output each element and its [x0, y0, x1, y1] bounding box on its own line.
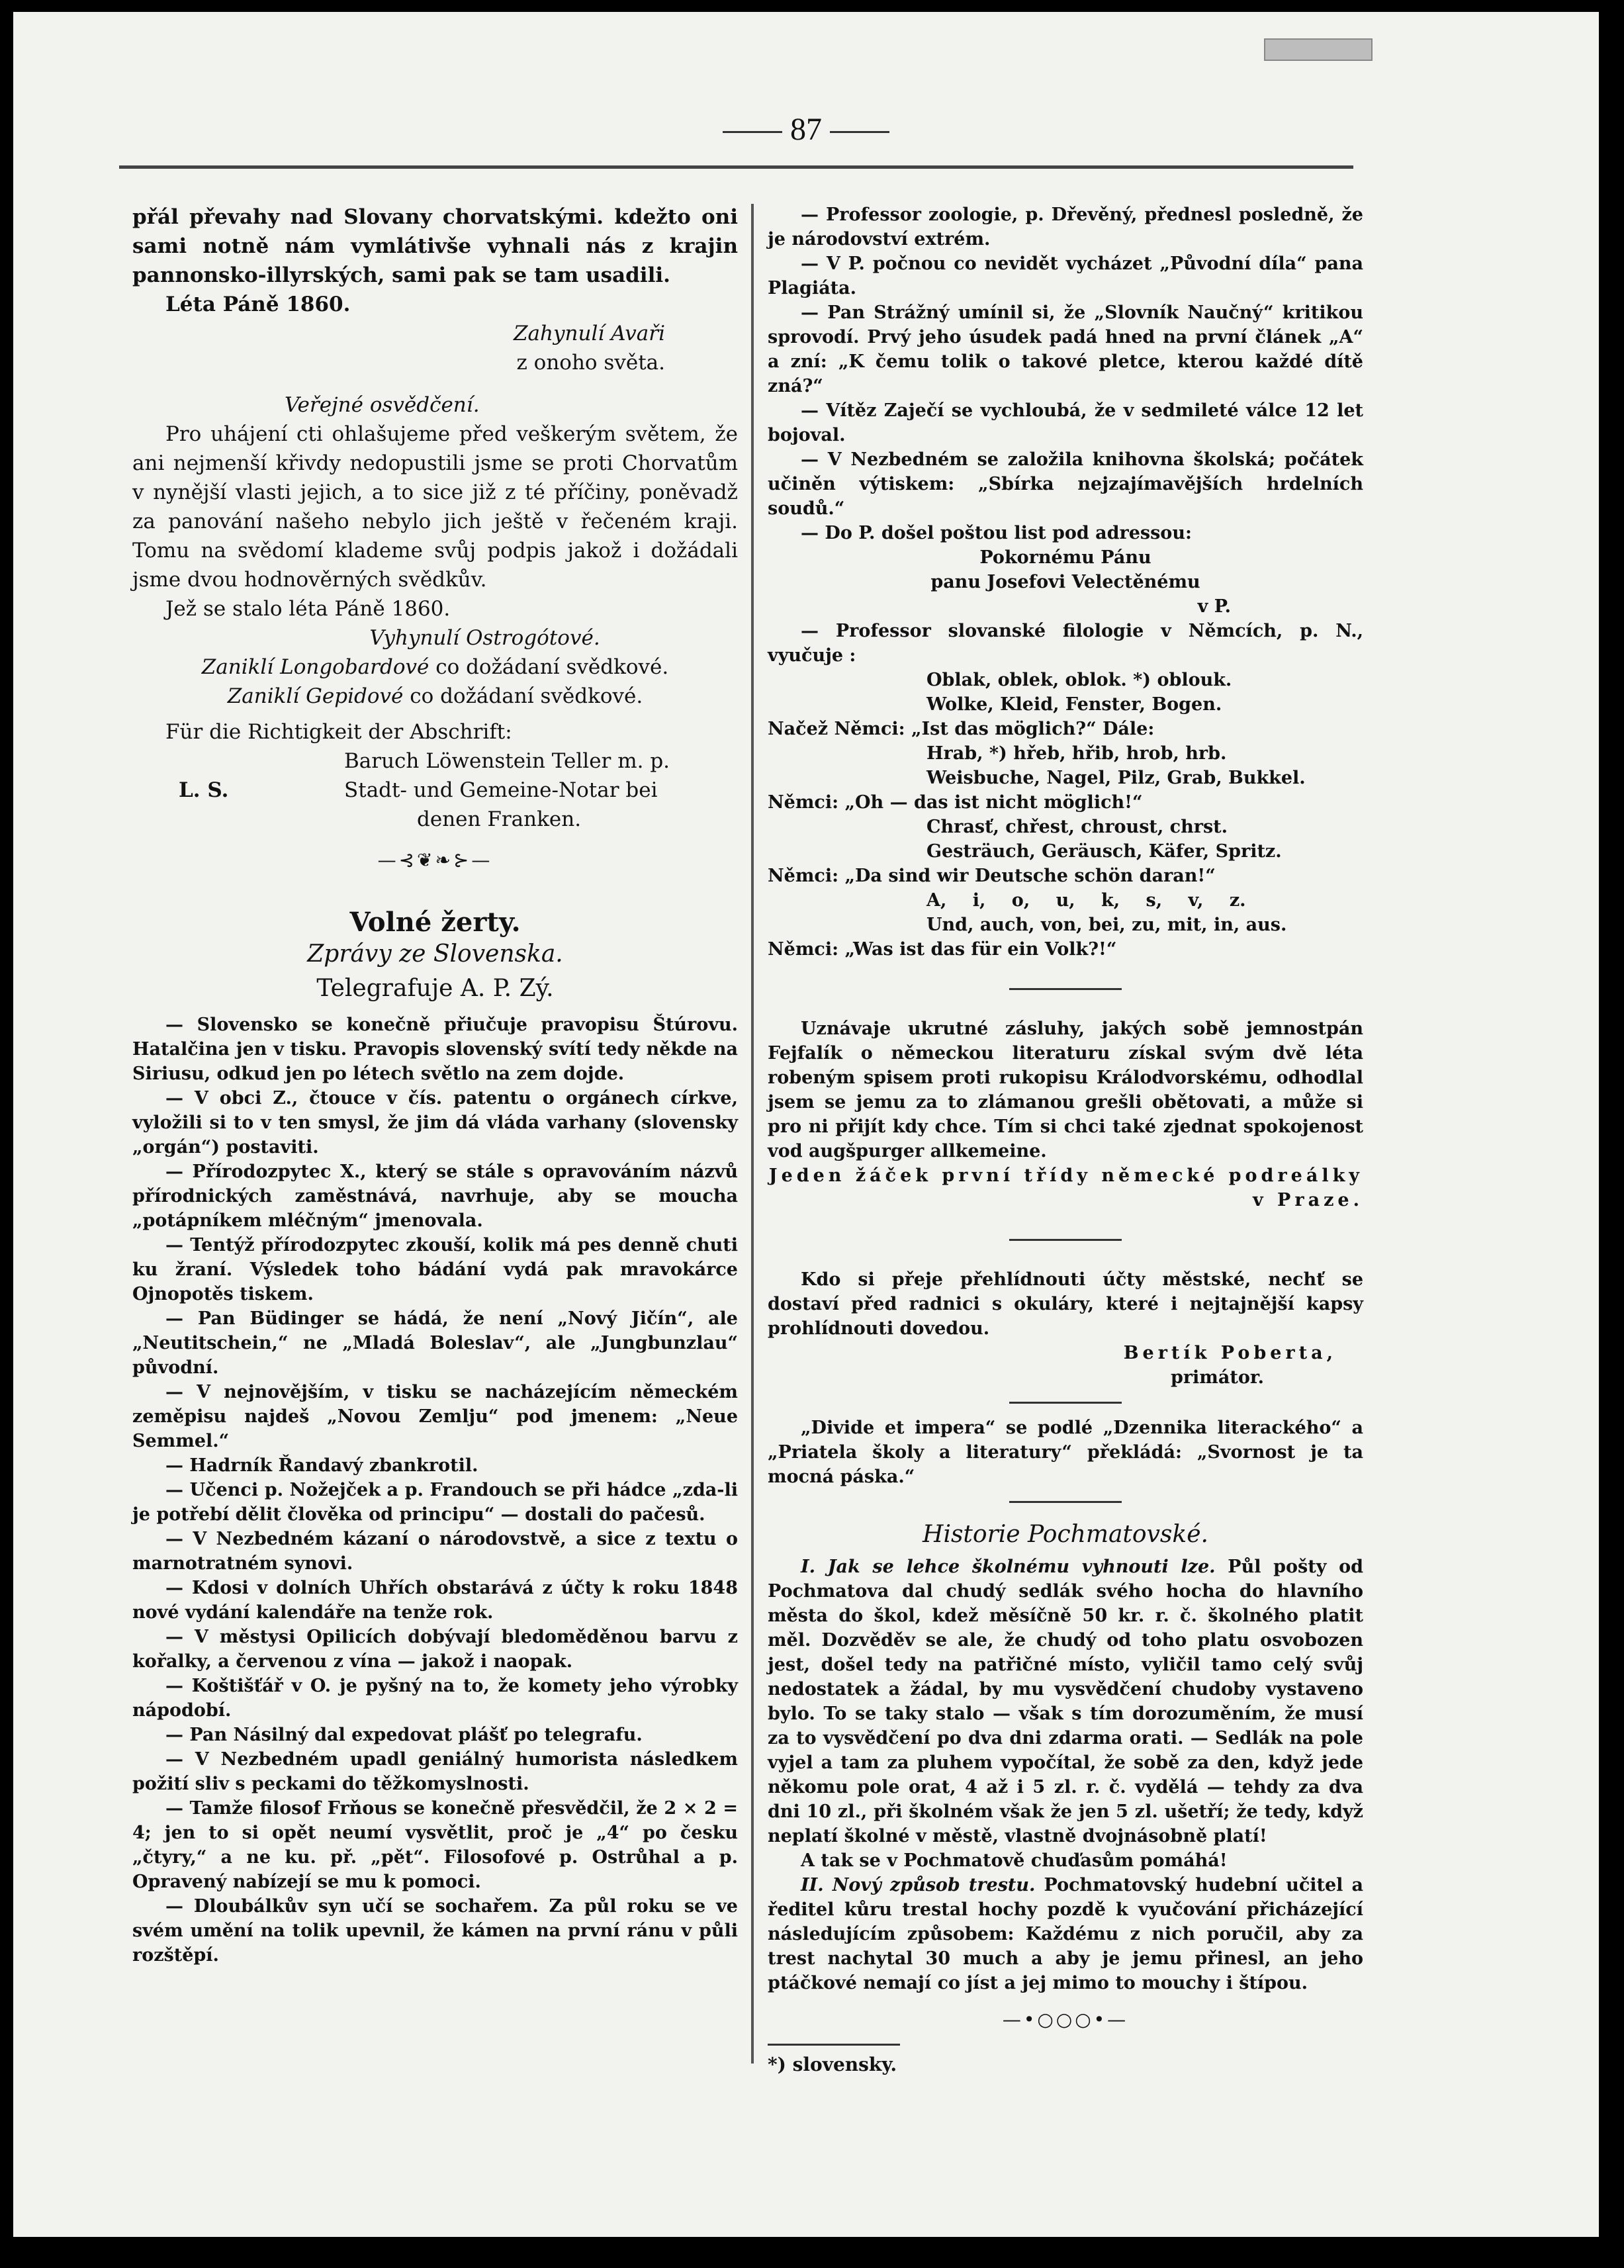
- dialogue-line: Němci: „Was ist das für ein Volk?!“: [768, 939, 1117, 960]
- dialogue-line: Načež Němci: „Ist das möglich?“ Dále:: [768, 719, 1155, 739]
- date-line: Léta Páně 1860.: [165, 293, 351, 316]
- word-list: Gesträuch, Geräusch, Käfer, Spritz.: [926, 841, 1282, 862]
- word-list: Chrasť, chřest, chroust, chrst.: [926, 817, 1228, 837]
- signature-line: z onoho světa.: [516, 351, 665, 375]
- list-item: — V Nezbedném se založila knihovna školská; počátek učiněn výtiskem: „Sbírka nejzajímavějších hrdelních soudů.“: [768, 449, 1363, 519]
- signature-line: primátor.: [1170, 1367, 1264, 1388]
- list-item: — Hadrník Řandavý zbankrotil.: [165, 1455, 478, 1476]
- list-item: — V P. počnou co nevidět vycházet „Původní díla“ pana Plagiáta.: [768, 253, 1363, 298]
- list-item: — Koštišťář v O. je pyšný na to, že komety jeho výrobky nápodobí.: [132, 1676, 738, 1721]
- notary-name: Baruch Löwenstein Teller m. p.: [344, 749, 670, 773]
- ornament: —⊰❦❧⊱—: [377, 849, 493, 871]
- list-item: — V Nezbedném upadl geniálný humorista následkem požití sliv s peckami do těžkomyslnosti.: [132, 1749, 738, 1794]
- dialogue-line: Němci: „Da sind wir Deutsche schön daran!“: [768, 866, 1216, 886]
- page-number: 87: [13, 111, 1599, 148]
- story-title: II. Nový způsob trestu.: [801, 1875, 1036, 1895]
- signature-name: Zaniklí Longobardové: [201, 655, 429, 679]
- list-item: — Pan Büdinger se hádá, že není „Nový Jičín“, ale „Neutitschein,“ ne „Mladá Boleslav“, ale „Jungbunzlau“ původní.: [132, 1308, 738, 1378]
- paragraph: A tak se v Pochmatově chuďasům pomáhá!: [801, 1850, 1228, 1871]
- list-item: — Professor zoologie, p. Dřevěný, přednesl posledně, že je národovství extrém.: [768, 204, 1363, 249]
- word-list: Hrab, *) hřeb, hřib, hrob, hrb.: [926, 743, 1227, 764]
- signature-line: Jeden žáček první třídy německé podreálky v Praze.: [768, 1165, 1363, 1210]
- word-list: Und, auch, von, bei, zu, mit, in, aus.: [926, 915, 1287, 935]
- section-subtitle: Zprávy ze Slovenska.: [307, 940, 563, 968]
- seal-mark: L. S.: [179, 778, 229, 802]
- list-item: — Tentýž přírodozpytec zkouší, kolik má pes denně chuti ku žraní. Výsledek toho bádání vydá pak mravokárce Ojnopotěs tiskem.: [132, 1235, 738, 1304]
- list-item: — V nejnovějším, v tisku se nacházejícím německém zeměpisu najdeš „Novou Zemlju“ pod jmenem: „Neue Semmel.“: [132, 1382, 738, 1451]
- list-item: — V městysi Opilicích dobývají bledoměděnou barvu z kořalky, a červenou z vína — jakož i naopak.: [132, 1627, 738, 1672]
- list-item: — Přírodozpytec X., který se stále s opravováním názvů přírodnických zaměstnává, navrhuje, aby se moucha „potápníkem mléčným“ jmenovala.: [132, 1161, 738, 1231]
- paragraph: Kdo si přeje přehlídnouti účty městské, nechť se dostaví před radnici s okuláry, které i nejtajnější kapsy prohlídnouti dovedou.: [768, 1269, 1363, 1339]
- list-item: — Kdosi v dolních Uhřích obstarává z účty k roku 1848 nové vydání kalendáře na tenže rok.: [132, 1578, 738, 1623]
- word-list: Weisbuche, Nagel, Pilz, Grab, Bukkel.: [926, 768, 1306, 788]
- list-item: — Tamže filosof Frňous se konečně přesvědčil, že 2 × 2 = 4; jen to si opět neumí vysvětlit, proč je „4“ po česku „čtyry,“ a ne ku. př. „pět“. Filosofové p. Ostrůhal a p. Opravený nabízejí se mu k pomoci.: [132, 1798, 738, 1892]
- separator: [1009, 1402, 1122, 1404]
- footnote-rule: [768, 2044, 900, 2046]
- paragraph: Pro uhájení cti ohlašujeme před veškerým světem, že ani nejmenší křivdy nedopustili jsme se proti Chorvatům v nynější vlasti jejich, a to sice již z té příčiny, poněvadž za panování našeho nebylo jich ještě v řečeném kraji. Tomu na svědomí klademe svůj podpis jakož i dožádali jsme dvou hodnověrných svědkův.: [132, 422, 738, 592]
- notary-title: Stadt- und Gemeine-Notar bei: [344, 778, 658, 802]
- section-heading: Veřejné osvědčení.: [285, 393, 480, 417]
- signature-name: Zaniklí Gepidové: [227, 684, 404, 708]
- separator: [1009, 1501, 1122, 1503]
- address-line: panu Josefovi Velectěnému: [930, 572, 1200, 592]
- list-item: — V Nezbedném kázaní o národovstvě, a sice z textu o marnotratném synovi.: [132, 1529, 738, 1574]
- left-column: [132, 203, 738, 1968]
- signature-line: Zahynulí Avaři: [514, 322, 665, 345]
- story-text: Pochmatovský hudební učitel a ředitel kůru trestal hochy pozdě k vyučování přicházející následujícím způsobem: Každému z nich poručil, aby za trest nachytal 30 much a aby je jemu přinesl, an jeho ptáčkové nemají co jíst a jej mimo to mouchy i štípou.: [768, 1875, 1363, 1993]
- certification-line: Für die Richtigkeit der Abschrift:: [165, 720, 512, 744]
- separator: [1009, 1239, 1122, 1241]
- word-list: A, i, o, u, k, s, v, z.: [926, 890, 1246, 911]
- signature-line: Bertík Poberta,: [1123, 1343, 1337, 1363]
- news-list: [132, 1013, 738, 1968]
- story-title: I. Jak se lehce školnému vyhnouti lze.: [801, 1557, 1216, 1577]
- paragraph: Uznávaje ukrutné zásluhy, jakých sobě jemnostpán Fejfalík o německou literaturu získal svým dvě léta robeným spisem proti rukopisu Králodvorskému, odhodlal jsem se jemu za to zlámanou grešli obětovati, a může si pro ni přijít kdy chce. Tím si chci také zjednat spokojenost vod augšpurger allkemeine.: [768, 1019, 1363, 1161]
- footnote: *) slovensky.: [768, 2054, 897, 2075]
- list-item: — Slovensko se konečně přiučuje pravopisu Štúrovu. Hatalčina jen v tisku. Pravopis slovenský svítí tedy někde na Siriusu, odkud jen po létech světlo na zem dojde.: [132, 1015, 738, 1084]
- ornament: —•○○○•—: [1002, 2009, 1129, 2030]
- section-title: Volné žerty.: [349, 907, 521, 938]
- address-line: Pokornému Pánu: [979, 547, 1151, 568]
- word-list: Wolke, Kleid, Fenster, Bogen.: [926, 694, 1222, 715]
- archive-stamp: [1264, 38, 1373, 61]
- story-text: Půl pošty od Pochmatova dal chudý sedlák svého hocha do hlavního města do škol, kdež měsíčně 50 kr. r. č. školného platit měl. Dozvěděv se ale, že chudý od toho platu osvobozen jest, došel tedy na patřičné místo, vyličil tamo celý svůj nedostatek a žádal, by mu vysvědčení chudoby vystaveno bylo. To se taky stalo — však s tím dorozuměním, že musí za to vysvědčení po dva dni zdarma orati. — Sedlák na pole vyjel a tam za pluhem vypočítal, že sobě za den, když jede někomu pole orat, 4 až i 5 zl. r. č. vydělá — tehdy za dva dni 10 zl., při školném však že jen 5 zl. ušetří; že tedy, když neplatí školné v městě, vlastně dvojnásobně platí!: [768, 1557, 1363, 1846]
- column-divider: [751, 204, 754, 2064]
- newspaper-page: [13, 12, 1599, 2237]
- list-item: — Vítěz Zaječí se vychloubá, že v sedmileté válce 12 let bojoval.: [768, 400, 1363, 445]
- section-subtitle: Telegrafuje A. P. Zý.: [316, 975, 554, 1002]
- signature-role: co dožádaní svědkové.: [429, 655, 669, 679]
- dialogue-line: Němci: „Oh — das ist nicht möglich!“: [768, 792, 1143, 813]
- right-column: [768, 203, 1363, 2077]
- paragraph: přál převahy nad Slovany chorvatskými. kdežto oni sami notně nám vymlátivše vyhnali nás z krajin pannonsko-illyrských, sami pak se tam usadili.: [132, 205, 738, 287]
- list-item: — Pan Strážný umínil si, že „Slovník Naučný“ kritikou sprovodí. Prvý jeho úsudek padá hned na první článek „A“ a zní: „K čemu tolik o takové pletce, kterou každé dítě zná?“: [768, 302, 1363, 396]
- paragraph: „Divide et impera“ se podlé „Dzennika literackého“ a „Priatela školy a literatury“ překládá: „Svornost je ta mocná páska.“: [768, 1418, 1363, 1487]
- signature-line: Vyhynulí Ostrogótové.: [369, 626, 600, 650]
- section-title: Historie Pochmatovské.: [923, 1521, 1208, 1548]
- separator: [1009, 988, 1122, 990]
- list-item: — Do P. došel poštou list pod adressou:: [801, 523, 1192, 543]
- date-line: Jež se stalo léta Páně 1860.: [165, 597, 451, 621]
- list-item: — Pan Násilný dal expedovat plášť po telegrafu.: [165, 1725, 643, 1745]
- notary-title: denen Franken.: [417, 807, 582, 831]
- list-item: — Učenci p. Nožejček a p. Frandouch se při hádce „zda-li je potřebí dělit člověka od principu“ — dostali do pačesů.: [132, 1480, 738, 1525]
- word-list: Oblak, oblek, oblok. *) oblouk.: [926, 670, 1232, 690]
- list-item: — Dloubálkův syn učí se sochařem. Za půl roku se ve svém umění na tolik upevnil, že kámen na první ránu v půli rozštěpí.: [132, 1896, 738, 1966]
- header-rule: [119, 165, 1353, 169]
- address-line: v P.: [1197, 596, 1231, 617]
- signature-role: co dožádaní svědkové.: [403, 684, 643, 708]
- list-item: — V obci Z., čtouce v čís. patentu o orgánech církve, vyložili si to v ten smysl, že jim dá vláda varhany (slovensky „orgán“) postaviti.: [132, 1088, 738, 1157]
- list-item: — Professor slovanské filologie v Němcích, p. N., vyučuje :: [768, 621, 1363, 666]
